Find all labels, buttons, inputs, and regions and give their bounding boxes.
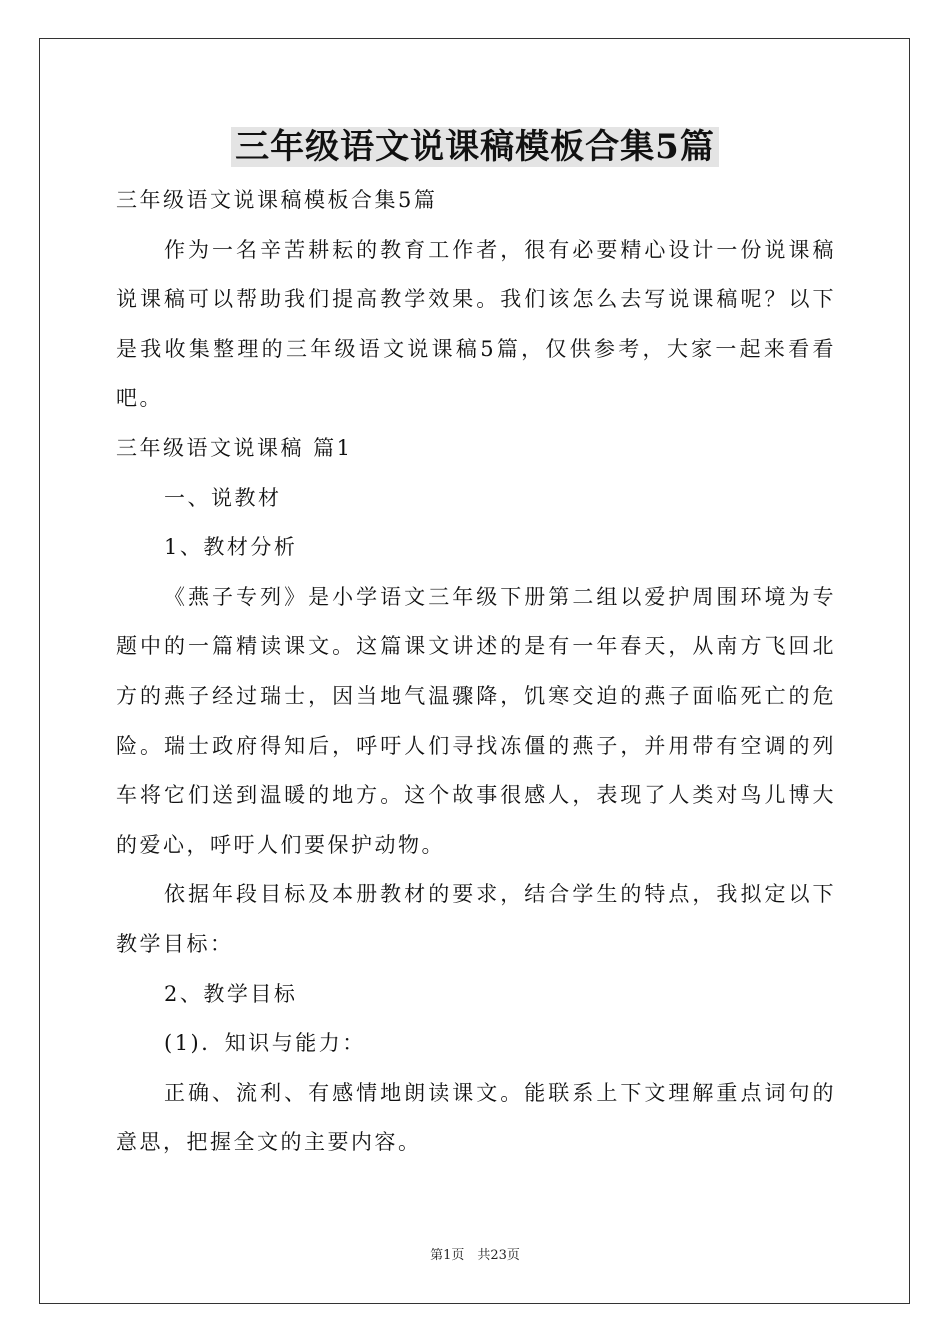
- document-subtitle: 三年级语文说课稿模板合集5篇: [116, 188, 438, 212]
- subsection-heading: (1)．知识与能力：: [164, 1031, 366, 1056]
- intro-paragraph: 作为一名辛苦耕耘的教育工作者，很有必要精心设计一份说课稿说课稿可以帮助我们提高教学效果。我们该怎么去写说课稿呢？以下是我收集整理的三年级语文说课稿5篇，仅供参考，大家一起来看看吧。: [116, 237, 836, 411]
- section-heading: 三年级语文说课稿 篇1: [116, 435, 353, 460]
- document-title-text: 三年级语文说课稿模板合集5篇: [231, 127, 719, 167]
- subsection-heading: 1、教材分析: [164, 535, 298, 560]
- subsection-heading: 一、说教材: [164, 485, 282, 510]
- body-paragraph: 《燕子专列》是小学语文三年级下册第二组以爱护周围环境为专题中的一篇精读课文。这篇课文讲述的是有一年春天，从南方飞回北方的燕子经过瑞士，因当地气温骤降，饥寒交迫的燕子面临死亡的危险。瑞士政府得知后，呼吁人们寻找冻僵的燕子，并用带有空调的列车将它们送到温暖的地方。这个故事很感人，表现了人类对鸟儿博大的爱心，呼吁人们要保护动物。: [116, 584, 836, 857]
- page-number: 第1页 共23页: [430, 1248, 520, 1263]
- document-title: [0, 122, 950, 172]
- document-body: [116, 176, 836, 1168]
- body-paragraph: 正确、流利、有感情地朗读课文。能联系上下文理解重点词句的意思，把握全文的主要内容。: [116, 1080, 836, 1155]
- body-paragraph: 依据年段目标及本册教材的要求，结合学生的特点，我拟定以下教学目标：: [116, 882, 836, 956]
- subsection-heading: 2、教学目标: [164, 981, 298, 1006]
